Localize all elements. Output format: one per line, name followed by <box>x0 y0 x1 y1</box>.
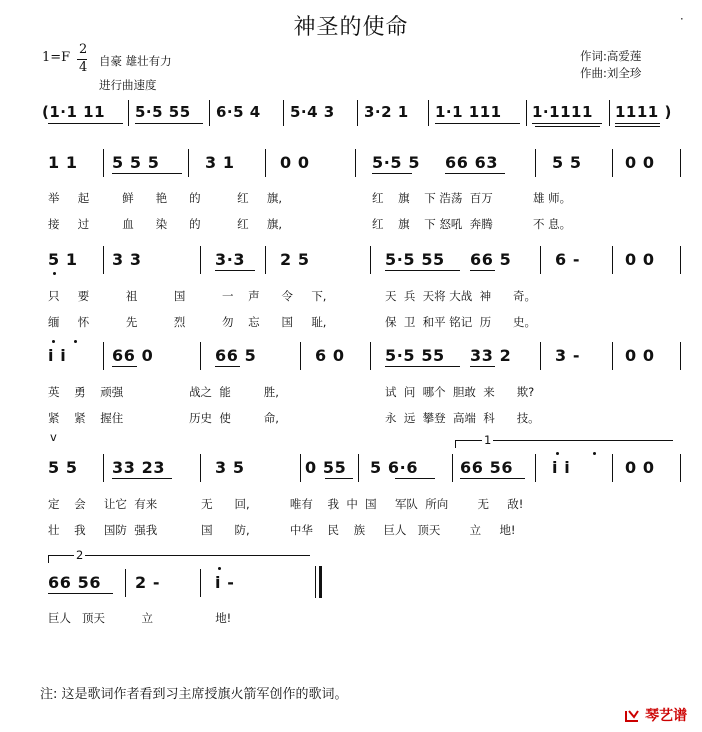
measure: 1 1 <box>48 153 78 172</box>
bar-line <box>535 149 536 177</box>
bar-line <box>612 149 613 177</box>
time-signature-top: 2 <box>79 42 88 57</box>
measure: 6 0 <box>315 346 345 365</box>
bar-line <box>612 246 613 274</box>
bar-line <box>300 342 301 370</box>
underline-beam <box>215 366 240 367</box>
underline-beam <box>112 173 182 174</box>
measure: 33 23 <box>112 458 166 477</box>
underline-beam <box>615 123 660 124</box>
underline-beam <box>395 478 435 479</box>
volta-bracket <box>48 555 310 556</box>
underline-beam <box>48 593 113 594</box>
measure: 66 63 <box>445 153 499 172</box>
bar-line <box>300 454 301 482</box>
underline-beam <box>385 270 460 271</box>
lyric-line: 缅 怀 先 烈 勿 忘 国 耻, <box>48 315 327 329</box>
bar-line <box>265 246 266 274</box>
measure: 2 - <box>135 573 161 592</box>
bar-line <box>200 569 201 597</box>
measure: 3·3 <box>215 250 246 269</box>
bar-line <box>540 246 541 274</box>
high-octave-dot <box>593 452 596 455</box>
underline-beam <box>112 366 137 367</box>
high-octave-dot <box>74 340 77 343</box>
measure: 66 56 <box>48 573 102 592</box>
lyric-line: 紧 紧 握住 历史 使 命, <box>48 411 279 425</box>
lyric-line: 接 过 血 染 的 红 旗, <box>48 217 283 231</box>
intro-measure: 3·2 1 <box>364 103 409 121</box>
bar-line <box>209 100 210 126</box>
footnote: 注: 这是歌词作者看到习主席授旗火箭军创作的歌词。 <box>40 687 348 702</box>
bar-line <box>200 246 201 274</box>
bar-line <box>680 149 681 177</box>
bar-line <box>428 100 429 126</box>
bar-line <box>128 100 129 126</box>
score-title: 神圣的使命 <box>293 15 409 40</box>
bar-line <box>103 342 104 370</box>
underline-beam <box>615 126 660 127</box>
measure: 3 3 <box>112 250 142 269</box>
underline-beam <box>532 123 602 124</box>
underline-beam <box>470 366 495 367</box>
measure: 3 1 <box>205 153 235 172</box>
bar-line <box>535 454 536 482</box>
lyric-line: 天 兵 天将 大战 神 奇。 <box>385 289 537 303</box>
volta-number: 1 <box>484 433 492 447</box>
measure: 0 0 <box>625 458 655 477</box>
lyric-line: 壮 我 国防 强我 国 防, 中华 民 族 巨人 顶天 立 地! <box>48 523 516 537</box>
underline-beam <box>435 123 520 124</box>
bar-line <box>540 342 541 370</box>
intro-measure: 5·5 55 <box>135 103 191 121</box>
bar-line <box>103 454 104 482</box>
intro-measure: 5·4 3 <box>290 103 335 121</box>
lyric-line: 英 勇 顽强 战之 能 胜, <box>48 385 279 399</box>
measure: 0 55 <box>305 458 347 477</box>
key-signature: 1=F <box>42 50 71 65</box>
lyric-line: 举 起 鲜 艳 的 红 旗, <box>48 191 283 205</box>
lyric-line: 只 要 祖 国 一 声 令 下, <box>48 289 327 303</box>
lyric-line: 红 旗 下 怒吼 奔腾 不 息。 <box>372 217 572 231</box>
measure: i - <box>215 573 235 592</box>
lyric-line: 试 问 哪个 胆敢 来 欺? <box>385 385 535 399</box>
low-octave-dot <box>53 272 56 275</box>
measure: 5 5 5 <box>112 153 160 172</box>
lyric-line: 定 会 让它 有来 无 回, 唯有 我 中 国 军队 所向 无 敌! <box>48 497 524 511</box>
bar-line <box>370 342 371 370</box>
bar-line <box>358 454 359 482</box>
measure: 5·5 5 <box>372 153 421 172</box>
measure: 6 - <box>555 250 581 269</box>
bar-line <box>612 342 613 370</box>
bar-line <box>355 149 356 177</box>
high-octave-dot <box>556 452 559 455</box>
logo-icon <box>624 708 640 724</box>
measure: 0 0 <box>625 346 655 365</box>
final-bar-line <box>315 566 316 598</box>
bar-line <box>680 454 681 482</box>
underline-beam <box>535 126 600 127</box>
lyricist-credit: 作词:高爱莲 <box>580 49 642 63</box>
measure: 33 2 <box>470 346 512 365</box>
measure: 66 0 <box>112 346 154 365</box>
tempo-marking: 自豪 雄壮有力 <box>99 54 172 68</box>
bar-line <box>283 100 284 126</box>
underline-beam <box>135 123 203 124</box>
lyric-line: 巨人 顶天 立 地! <box>48 611 232 625</box>
measure: 66 5 <box>215 346 257 365</box>
measure: i i <box>48 346 67 365</box>
underline-beam <box>112 478 172 479</box>
underline-beam <box>385 366 460 367</box>
measure: 3 - <box>555 346 581 365</box>
measure: 5 5 <box>552 153 582 172</box>
measure: 0 0 <box>280 153 310 172</box>
composer-credit: 作曲:刘全珍 <box>580 66 642 80</box>
site-logo <box>624 705 687 725</box>
bar-line <box>103 149 104 177</box>
measure: i i <box>552 458 571 477</box>
breath-mark: v <box>50 430 57 444</box>
measure: 2 5 <box>280 250 310 269</box>
lyric-line: 红 旗 下 浩荡 百万 雄 师。 <box>372 191 572 205</box>
underline-beam <box>445 173 505 174</box>
bar-line <box>609 100 610 126</box>
bar-line <box>265 149 266 177</box>
intro-measure: 6·5 4 <box>216 103 261 121</box>
underline-beam <box>215 270 255 271</box>
measure: 66 5 <box>470 250 512 269</box>
bar-line <box>200 342 201 370</box>
measure: 5 6·6 <box>370 458 419 477</box>
intro-measure: (1·1 11 <box>42 103 106 121</box>
bar-line <box>680 246 681 274</box>
intro-measure: 1·1 111 <box>435 103 502 121</box>
measure: 0 0 <box>625 250 655 269</box>
underline-beam <box>325 478 353 479</box>
measure: 5·5 55 <box>385 346 445 365</box>
intro-measure: 1·1111 <box>532 103 593 121</box>
bar-line <box>188 149 189 177</box>
final-bar-line-thick <box>319 566 322 598</box>
bar-line <box>452 454 453 482</box>
measure: 5 5 <box>48 458 78 477</box>
bar-line <box>680 342 681 370</box>
volta-number: 2 <box>76 548 84 562</box>
bar-line <box>200 454 201 482</box>
time-signature-bottom: 4 <box>79 60 88 75</box>
measure: 3 5 <box>215 458 245 477</box>
tempo-marking-2: 进行曲速度 <box>99 78 157 92</box>
bar-line <box>526 100 527 126</box>
measure: 0 0 <box>625 153 655 172</box>
underline-beam <box>460 478 525 479</box>
bar-line <box>370 246 371 274</box>
corner-mark: · <box>680 12 684 26</box>
lyric-line: 永 远 攀登 高端 科 技。 <box>385 411 540 425</box>
logo-text: 琴艺谱 <box>645 708 688 724</box>
intro-measure: 1111 ) <box>615 103 672 121</box>
measure: 5 1 <box>48 250 78 269</box>
underline-beam <box>372 173 412 174</box>
bar-line <box>612 454 613 482</box>
bar-line <box>357 100 358 126</box>
lyric-line: 保 卫 和平 铭记 历 史。 <box>385 315 537 329</box>
measure: 5·5 55 <box>385 250 445 269</box>
volta-bracket-edge <box>48 555 49 563</box>
underline-beam <box>470 270 495 271</box>
high-octave-dot <box>52 340 55 343</box>
bar-line <box>125 569 126 597</box>
bar-line <box>103 246 104 274</box>
high-octave-dot <box>218 567 221 570</box>
underline-beam <box>48 123 123 124</box>
volta-bracket-edge <box>455 440 456 448</box>
measure: 66 56 <box>460 458 514 477</box>
